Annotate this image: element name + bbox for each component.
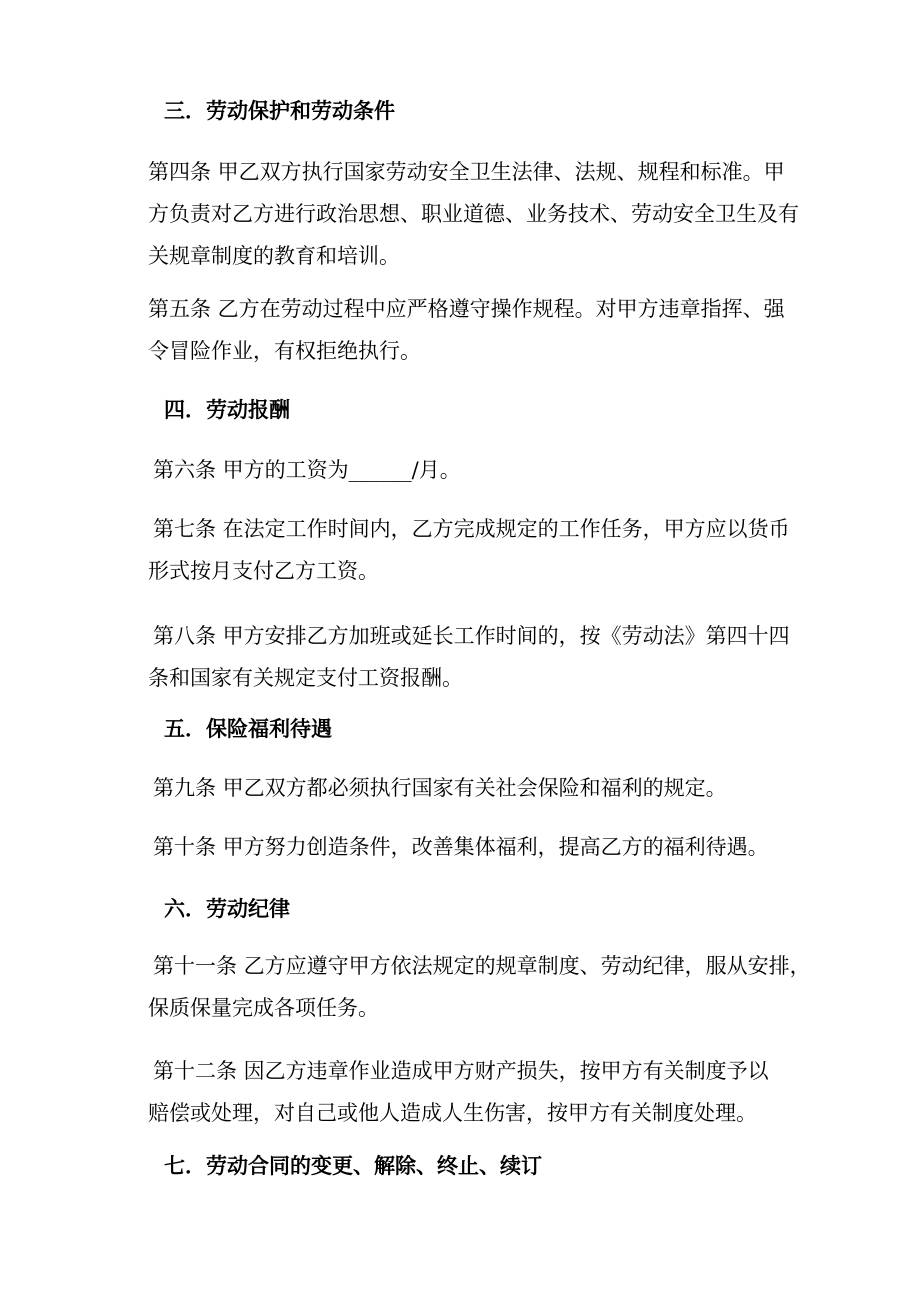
section-heading-compensation: 四．劳动报酬 xyxy=(164,397,290,422)
article-7-line-2: 形式按月支付乙方工资。 xyxy=(148,559,379,583)
section-heading-labor-discipline: 六．劳动纪律 xyxy=(164,896,290,921)
article-12-line-1: 第十二条 因乙方违章作业造成甲方财产损失，按甲方有关制度予以 xyxy=(153,1059,769,1083)
section-heading-insurance-welfare: 五．保险福利待遇 xyxy=(164,716,332,741)
article-6-paragraph xyxy=(148,449,808,491)
article-12-paragraph xyxy=(148,1050,808,1134)
article-9-line-1: 第九条 甲乙双方都必须执行国家有关社会保险和福利的规定。 xyxy=(153,776,727,800)
article-5-paragraph xyxy=(148,288,808,372)
article-9-paragraph xyxy=(148,767,808,809)
article-11-paragraph xyxy=(148,945,811,1029)
article-6-line-1: 第六条 甲方的工资为______/月。 xyxy=(153,458,461,482)
article-5-line-1: 第五条 乙方在劳动过程中应严格遵守操作规程。对甲方违章指挥、强 xyxy=(148,297,785,321)
article-8-line-1: 第八条 甲方安排乙方加班或延长工作时间的，按《劳动法》第四十四 xyxy=(153,624,790,648)
article-4-line-1: 第四条 甲乙双方执行国家劳动安全卫生法律、法规、规程和标准。甲 xyxy=(148,160,785,184)
section-heading-labor-protection: 三．劳动保护和劳动条件 xyxy=(164,98,395,123)
article-12-line-2: 赔偿或处理，对自己或他人造成人生伤害，按甲方有关制度处理。 xyxy=(148,1101,757,1125)
article-7-paragraph xyxy=(148,508,808,592)
article-8-paragraph xyxy=(148,615,808,699)
article-4-line-3: 关规章制度的教育和培训。 xyxy=(148,244,400,268)
article-10-line-1: 第十条 甲方努力创造条件，改善集体福利，提高乙方的福利待遇。 xyxy=(153,835,769,859)
article-4-line-2: 方负责对乙方进行政治思想、职业道德、业务技术、劳动安全卫生及有 xyxy=(148,202,799,226)
article-10-paragraph xyxy=(148,826,808,868)
article-4-paragraph xyxy=(148,151,808,277)
section-heading-contract-changes: 七．劳动合同的变更、解除、终止、续订 xyxy=(164,1153,542,1178)
article-11-line-1: 第十一条 乙方应遵守甲方依法规定的规章制度、劳动纪律，服从安排， xyxy=(153,954,811,978)
article-7-line-1: 第七条 在法定工作时间内，乙方完成规定的工作任务，甲方应以货币 xyxy=(153,517,790,541)
article-8-line-2: 条和国家有关规定支付工资报酬。 xyxy=(148,666,463,690)
article-5-line-2: 令冒险作业，有权拒绝执行。 xyxy=(148,339,421,363)
article-11-line-2: 保质保量完成各项任务。 xyxy=(148,996,379,1020)
